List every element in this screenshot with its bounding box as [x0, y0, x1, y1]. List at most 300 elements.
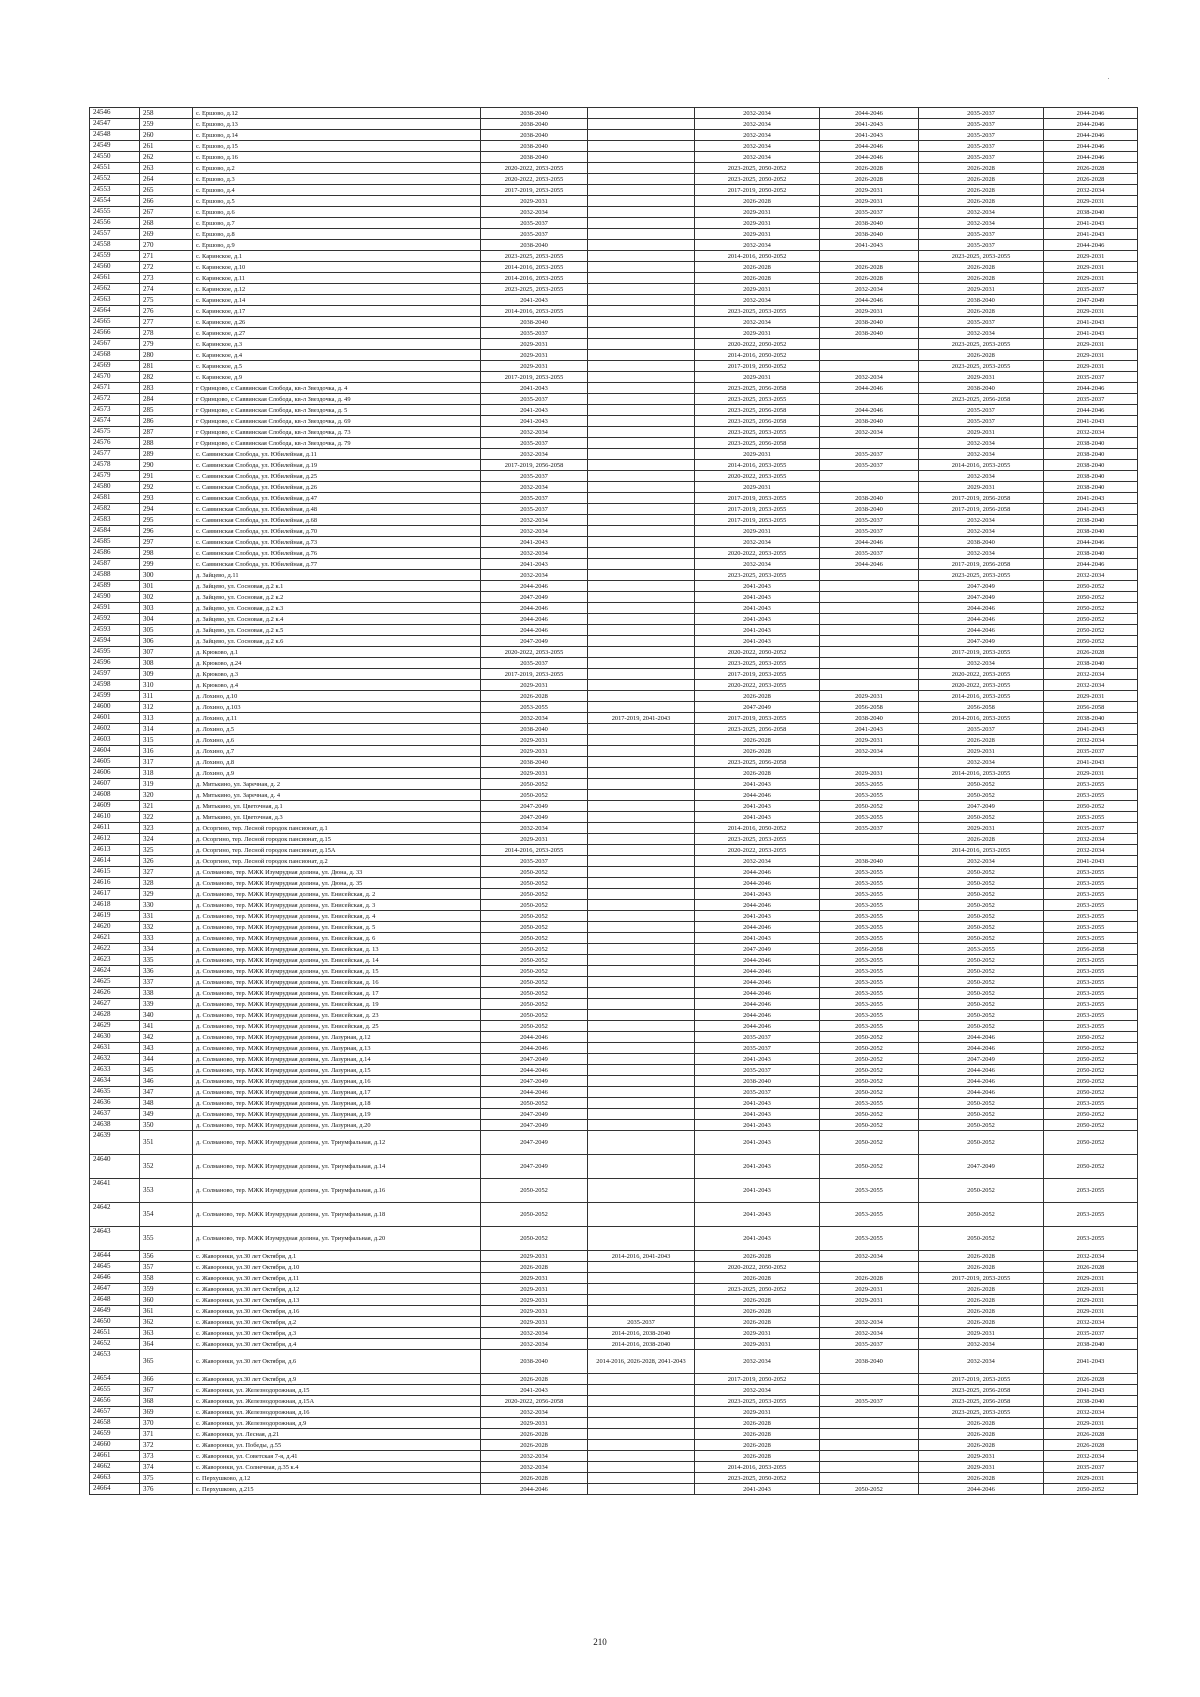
table-cell: с. Жаворонки, ул. Железнодорожная, д.15: [193, 1385, 481, 1396]
table-cell: 287: [140, 427, 193, 438]
table-cell: 2053-2055: [820, 878, 919, 889]
table-cell: 2023-2025, 2056-2058: [695, 757, 820, 768]
table-cell: 2044-2046: [695, 999, 820, 1010]
table-cell: 2026-2028: [820, 174, 919, 185]
table-cell: 24590: [90, 592, 140, 603]
table-row: [90, 548, 1138, 559]
table-cell: 2032-2034: [695, 130, 820, 141]
table-cell: 370: [140, 1418, 193, 1429]
table-cell: 2029-2031: [481, 746, 588, 757]
table-row: [90, 933, 1138, 944]
table-cell: 24579: [90, 471, 140, 482]
table-cell: 2029-2031: [1044, 1273, 1138, 1284]
table-cell: 2038-2040: [820, 1350, 919, 1374]
schedule-table-body: [90, 108, 1138, 1495]
table-cell: [588, 185, 695, 196]
table-cell: г Одинцово, с Саввинская Слобода, кв-л Звездочка, д. 49: [193, 394, 481, 405]
table-cell: 2032-2034: [1044, 735, 1138, 746]
table-cell: 2041-2043: [695, 1484, 820, 1495]
table-cell: 2053-2055: [1044, 779, 1138, 790]
table-cell: 367: [140, 1385, 193, 1396]
table-cell: [588, 1076, 695, 1087]
table-cell: 2038-2040: [1044, 460, 1138, 471]
table-cell: 2017-2019, 2050-2052: [695, 185, 820, 196]
table-cell: 326: [140, 856, 193, 867]
table-cell: 2038-2040: [1044, 471, 1138, 482]
table-cell: д. Солманово, тер. МЖК Изумрудная долина, ул. Енисейская, д. 17: [193, 988, 481, 999]
table-cell: [588, 823, 695, 834]
table-row: [90, 845, 1138, 856]
table-cell: д. Митькино, ул. Цветочная, д.3: [193, 812, 481, 823]
table-cell: с. Перхушково, д.12: [193, 1473, 481, 1484]
table-cell: 24630: [90, 1032, 140, 1043]
table-cell: с. Саввинская Слобода, ул. Юбилейная, д.11: [193, 449, 481, 460]
table-cell: 24550: [90, 152, 140, 163]
table-cell: [588, 845, 695, 856]
table-cell: 24624: [90, 966, 140, 977]
table-cell: 24661: [90, 1451, 140, 1462]
table-cell: 2041-2043: [695, 933, 820, 944]
table-cell: [588, 493, 695, 504]
table-row: [90, 295, 1138, 306]
table-cell: д. Солманово, тер. МЖК Изумрудная долина, ул. Лазурная, д.20: [193, 1120, 481, 1131]
table-cell: 24625: [90, 977, 140, 988]
table-cell: 24554: [90, 196, 140, 207]
table-cell: с. Каринское, д.27: [193, 328, 481, 339]
table-cell: 2035-2037: [919, 108, 1044, 119]
table-row: [90, 372, 1138, 383]
table-cell: 2032-2034: [919, 328, 1044, 339]
table-cell: 375: [140, 1473, 193, 1484]
table-cell: 2026-2028: [919, 174, 1044, 185]
table-cell: д. Солманово, тер. МЖК Изумрудная долина, ул. Енисейская, д. 14: [193, 955, 481, 966]
table-cell: 2053-2055: [820, 1227, 919, 1251]
table-cell: 2044-2046: [695, 977, 820, 988]
table-cell: 2014-2016, 2050-2052: [695, 251, 820, 262]
table-cell: 24635: [90, 1087, 140, 1098]
table-cell: 2032-2034: [1044, 1317, 1138, 1328]
table-cell: 2023-2025, 2056-2058: [695, 405, 820, 416]
table-cell: 2044-2046: [481, 614, 588, 625]
table-cell: 2041-2043: [695, 1120, 820, 1131]
table-cell: 2026-2028: [919, 1251, 1044, 1262]
table-cell: 2023-2025, 2053-2055: [919, 1407, 1044, 1418]
table-row: [90, 141, 1138, 152]
table-cell: д. Солманово, тер. МЖК Изумрудная долина, ул. Триумфальная, д.14: [193, 1155, 481, 1179]
table-cell: 2023-2025, 2056-2058: [919, 1396, 1044, 1407]
table-cell: [588, 1273, 695, 1284]
table-cell: д. Лохино, д.11: [193, 713, 481, 724]
table-cell: 2044-2046: [919, 625, 1044, 636]
table-cell: 2044-2046: [695, 988, 820, 999]
table-cell: 2029-2031: [1044, 1295, 1138, 1306]
table-cell: 2038-2040: [481, 317, 588, 328]
table-cell: [588, 812, 695, 823]
table-cell: 2026-2028: [919, 1418, 1044, 1429]
table-cell: 24566: [90, 328, 140, 339]
table-cell: 2026-2028: [1044, 1440, 1138, 1451]
table-row: [90, 757, 1138, 768]
table-cell: 2050-2052: [1044, 592, 1138, 603]
table-cell: [588, 977, 695, 988]
table-cell: 2029-2031: [1044, 691, 1138, 702]
table-cell: 2023-2025, 2056-2058: [695, 416, 820, 427]
table-cell: 339: [140, 999, 193, 1010]
table-cell: д. Митькино, ул. Цветочная, д.1: [193, 801, 481, 812]
table-row: [90, 724, 1138, 735]
table-cell: 2053-2055: [820, 889, 919, 900]
table-cell: [588, 372, 695, 383]
table-cell: д. Солманово, тер. МЖК Изумрудная долина, ул. Лазурная, д.14: [193, 1054, 481, 1065]
table-row: [90, 449, 1138, 460]
table-cell: 2032-2034: [481, 449, 588, 460]
table-cell: 2032-2034: [695, 295, 820, 306]
table-cell: 24599: [90, 691, 140, 702]
table-cell: 2041-2043: [695, 1054, 820, 1065]
table-cell: 2041-2043: [695, 1203, 820, 1227]
table-cell: 24640: [90, 1155, 140, 1179]
table-cell: [588, 1295, 695, 1306]
table-cell: д. Солманово, тер. МЖК Изумрудная долина, ул. Триумфальная, д.18: [193, 1203, 481, 1227]
table-cell: 2032-2034: [820, 372, 919, 383]
table-cell: 2023-2025, 2053-2055: [919, 339, 1044, 350]
table-cell: 2026-2028: [695, 273, 820, 284]
table-cell: [820, 658, 919, 669]
table-cell: д. Лохино, д.5: [193, 724, 481, 735]
table-row: [90, 482, 1138, 493]
table-cell: 2023-2025, 2050-2052: [695, 174, 820, 185]
table-cell: 2050-2052: [919, 999, 1044, 1010]
table-cell: 2032-2034: [919, 438, 1044, 449]
table-row: [90, 702, 1138, 713]
table-cell: 304: [140, 614, 193, 625]
table-cell: 2050-2052: [481, 1179, 588, 1203]
table-cell: 2041-2043: [695, 1179, 820, 1203]
table-cell: 24610: [90, 812, 140, 823]
table-cell: 24656: [90, 1396, 140, 1407]
table-cell: 2041-2043: [1044, 317, 1138, 328]
table-cell: [588, 141, 695, 152]
table-cell: 2044-2046: [820, 559, 919, 570]
table-cell: 2050-2052: [1044, 1484, 1138, 1495]
table-cell: 2029-2031: [1044, 196, 1138, 207]
table-row: [90, 900, 1138, 911]
table-row: [90, 691, 1138, 702]
table-cell: 24637: [90, 1109, 140, 1120]
table-cell: [588, 394, 695, 405]
table-cell: 343: [140, 1043, 193, 1054]
table-cell: 24649: [90, 1306, 140, 1317]
table-cell: 2050-2052: [919, 878, 1044, 889]
table-cell: 2029-2031: [820, 768, 919, 779]
table-cell: 2026-2028: [695, 768, 820, 779]
table-row: [90, 515, 1138, 526]
table-cell: 2053-2055: [820, 933, 919, 944]
table-cell: 272: [140, 262, 193, 273]
table-cell: 2053-2055: [1044, 1203, 1138, 1227]
table-cell: [588, 856, 695, 867]
table-cell: [820, 361, 919, 372]
table-cell: 300: [140, 570, 193, 581]
table-cell: [588, 658, 695, 669]
table-cell: 2050-2052: [919, 1131, 1044, 1155]
table-cell: 324: [140, 834, 193, 845]
table-cell: 2041-2043: [695, 812, 820, 823]
table-cell: 2035-2037: [919, 152, 1044, 163]
table-cell: с. Ершово, д.4: [193, 185, 481, 196]
table-row: [90, 383, 1138, 394]
table-cell: 2038-2040: [919, 383, 1044, 394]
table-cell: 2050-2052: [1044, 581, 1138, 592]
table-row: [90, 427, 1138, 438]
table-cell: [588, 691, 695, 702]
table-cell: 24583: [90, 515, 140, 526]
table-cell: [588, 559, 695, 570]
table-cell: 2029-2031: [481, 1295, 588, 1306]
table-cell: 364: [140, 1339, 193, 1350]
table-cell: 2050-2052: [481, 1010, 588, 1021]
table-cell: 2032-2034: [481, 482, 588, 493]
table-cell: д. Солманово, тер. МЖК Изумрудная долина, ул. Енисейская, д. 16: [193, 977, 481, 988]
table-cell: 24609: [90, 801, 140, 812]
table-row: [90, 1262, 1138, 1273]
table-cell: [588, 339, 695, 350]
table-cell: 2029-2031: [820, 196, 919, 207]
table-cell: 362: [140, 1317, 193, 1328]
table-cell: 2053-2055: [1044, 955, 1138, 966]
table-cell: 2014-2016, 2026-2028, 2041-2043: [588, 1350, 695, 1374]
table-cell: 24633: [90, 1065, 140, 1076]
table-cell: 2026-2028: [695, 1306, 820, 1317]
table-cell: 2050-2052: [481, 1098, 588, 1109]
table-cell: д. Солманово, тер. МЖК Изумрудная долина, ул. Енисейская, д. 13: [193, 944, 481, 955]
table-cell: 2035-2037: [481, 394, 588, 405]
table-cell: с. Жаворонки, ул. Лесная, д.21: [193, 1429, 481, 1440]
table-cell: [588, 119, 695, 130]
table-cell: 2050-2052: [1044, 1131, 1138, 1155]
table-row: [90, 196, 1138, 207]
table-cell: 288: [140, 438, 193, 449]
table-row: [90, 185, 1138, 196]
table-row: [90, 1385, 1138, 1396]
table-cell: 2032-2034: [820, 1328, 919, 1339]
table-cell: 2035-2037: [820, 1396, 919, 1407]
table-cell: 2032-2034: [481, 570, 588, 581]
table-cell: с. Каринское, д.11: [193, 273, 481, 284]
table-cell: 2053-2055: [1044, 1021, 1138, 1032]
table-cell: 2026-2028: [1044, 174, 1138, 185]
table-cell: [588, 130, 695, 141]
table-cell: 2047-2049: [1044, 295, 1138, 306]
table-cell: д. Крюково, д.24: [193, 658, 481, 669]
table-cell: 2035-2037: [1044, 823, 1138, 834]
table-cell: 2035-2037: [820, 526, 919, 537]
table-cell: 357: [140, 1262, 193, 1273]
table-cell: 2029-2031: [695, 1328, 820, 1339]
table-cell: [588, 229, 695, 240]
table-cell: 2038-2040: [820, 317, 919, 328]
table-cell: 2035-2037: [481, 218, 588, 229]
table-cell: 2044-2046: [919, 1065, 1044, 1076]
table-cell: д. Крюково, д.3: [193, 669, 481, 680]
table-cell: 2038-2040: [1044, 449, 1138, 460]
table-cell: 2050-2052: [820, 1032, 919, 1043]
table-cell: 2029-2031: [1044, 361, 1138, 372]
table-cell: [588, 669, 695, 680]
table-cell: 2026-2028: [481, 1473, 588, 1484]
table-cell: 24580: [90, 482, 140, 493]
table-cell: 373: [140, 1451, 193, 1462]
table-cell: 2053-2055: [1044, 1098, 1138, 1109]
table-cell: [588, 988, 695, 999]
table-cell: 2053-2055: [1044, 790, 1138, 801]
table-cell: с. Жаворонки, ул. Солнечная, д.35 к.4: [193, 1462, 481, 1473]
table-cell: 327: [140, 867, 193, 878]
table-cell: 2044-2046: [820, 141, 919, 152]
table-cell: 24657: [90, 1407, 140, 1418]
table-cell: г Одинцово, с Саввинская Слобода, кв-л Звездочка, д. 5: [193, 405, 481, 416]
table-cell: 2050-2052: [919, 779, 1044, 790]
table-row: [90, 1087, 1138, 1098]
table-cell: 2044-2046: [820, 405, 919, 416]
table-cell: 2029-2031: [820, 691, 919, 702]
table-cell: 299: [140, 559, 193, 570]
table-cell: 2032-2034: [481, 1462, 588, 1473]
table-cell: 2041-2043: [820, 724, 919, 735]
table-cell: 2047-2049: [919, 636, 1044, 647]
table-cell: 2032-2034: [695, 856, 820, 867]
table-cell: 2035-2037: [820, 460, 919, 471]
table-row: [90, 251, 1138, 262]
table-cell: 2032-2034: [481, 713, 588, 724]
table-cell: 2044-2046: [695, 922, 820, 933]
table-cell: 2032-2034: [820, 284, 919, 295]
table-row: [90, 592, 1138, 603]
table-cell: 24573: [90, 405, 140, 416]
table-cell: 2032-2034: [919, 1339, 1044, 1350]
table-cell: 24660: [90, 1440, 140, 1451]
table-cell: 320: [140, 790, 193, 801]
table-cell: 2029-2031: [1044, 251, 1138, 262]
table-cell: 290: [140, 460, 193, 471]
table-cell: 2032-2034: [919, 526, 1044, 537]
table-cell: 2032-2034: [820, 746, 919, 757]
table-row: [90, 1120, 1138, 1131]
table-cell: 258: [140, 108, 193, 119]
table-cell: [820, 251, 919, 262]
table-cell: 2047-2049: [481, 1131, 588, 1155]
table-cell: 2023-2025, 2053-2055: [695, 306, 820, 317]
table-cell: 2038-2040: [1044, 515, 1138, 526]
table-cell: 2047-2049: [695, 702, 820, 713]
table-cell: 2035-2037: [820, 449, 919, 460]
table-cell: 2032-2034: [695, 240, 820, 251]
table-cell: 2050-2052: [1044, 1109, 1138, 1120]
table-cell: 2032-2034: [481, 548, 588, 559]
table-cell: 372: [140, 1440, 193, 1451]
table-cell: 24619: [90, 911, 140, 922]
table-row: [90, 823, 1138, 834]
table-cell: 2020-2022, 2056-2058: [481, 1396, 588, 1407]
table-cell: 2026-2028: [919, 735, 1044, 746]
table-row: [90, 768, 1138, 779]
table-cell: 2038-2040: [820, 493, 919, 504]
table-cell: [588, 273, 695, 284]
table-cell: 2041-2043: [695, 614, 820, 625]
table-cell: 2029-2031: [695, 207, 820, 218]
table-cell: 371: [140, 1429, 193, 1440]
table-cell: 2017-2019, 2053-2055: [919, 647, 1044, 658]
table-cell: 309: [140, 669, 193, 680]
table-cell: 2023-2025, 2050-2052: [695, 163, 820, 174]
table-cell: 24617: [90, 889, 140, 900]
table-cell: с. Жаворонки, ул.30 лет Октября, д.6: [193, 1350, 481, 1374]
table-cell: 330: [140, 900, 193, 911]
table-cell: 2041-2043: [695, 1109, 820, 1120]
table-cell: [820, 625, 919, 636]
table-cell: 2050-2052: [481, 988, 588, 999]
table-cell: 24605: [90, 757, 140, 768]
table-cell: 2023-2025, 2053-2055: [919, 570, 1044, 581]
table-cell: 281: [140, 361, 193, 372]
table-cell: 2050-2052: [919, 889, 1044, 900]
table-row: [90, 119, 1138, 130]
table-cell: 2044-2046: [820, 383, 919, 394]
table-cell: 2026-2028: [919, 262, 1044, 273]
table-cell: [588, 526, 695, 537]
table-cell: 2029-2031: [919, 427, 1044, 438]
table-cell: 2026-2028: [1044, 1262, 1138, 1273]
table-cell: 365: [140, 1350, 193, 1374]
table-cell: 2023-2025, 2053-2055: [481, 284, 588, 295]
table-cell: д. Зайцево, ул. Сосновая, д.2 к.2: [193, 592, 481, 603]
table-cell: [588, 911, 695, 922]
table-cell: [588, 218, 695, 229]
table-cell: 2029-2031: [919, 823, 1044, 834]
table-cell: 2017-2019, 2041-2043: [588, 713, 695, 724]
table-cell: д. Солманово, тер. МЖК Изумрудная долина, ул. Лазурная, д.18: [193, 1098, 481, 1109]
table-cell: 2041-2043: [695, 911, 820, 922]
table-row: [90, 273, 1138, 284]
table-cell: 24615: [90, 867, 140, 878]
table-cell: [588, 1203, 695, 1227]
table-cell: [588, 174, 695, 185]
table-row: [90, 878, 1138, 889]
table-cell: [820, 647, 919, 658]
table-cell: 359: [140, 1284, 193, 1295]
table-cell: 2044-2046: [919, 1032, 1044, 1043]
table-cell: 2047-2049: [919, 801, 1044, 812]
table-cell: 2023-2025, 2053-2055: [919, 251, 1044, 262]
table-cell: 2050-2052: [919, 867, 1044, 878]
table-cell: 2038-2040: [820, 416, 919, 427]
table-cell: 24663: [90, 1473, 140, 1484]
table-cell: [588, 405, 695, 416]
table-cell: 2029-2031: [820, 1284, 919, 1295]
table-cell: 24629: [90, 1021, 140, 1032]
table-cell: [588, 416, 695, 427]
table-cell: 328: [140, 878, 193, 889]
table-cell: 353: [140, 1179, 193, 1203]
table-cell: 2035-2037: [919, 130, 1044, 141]
table-cell: 24616: [90, 878, 140, 889]
table-cell: 2044-2046: [695, 867, 820, 878]
table-cell: 2041-2043: [695, 1155, 820, 1179]
table-cell: [820, 680, 919, 691]
table-cell: [588, 680, 695, 691]
table-row: [90, 735, 1138, 746]
table-cell: 2026-2028: [919, 273, 1044, 284]
